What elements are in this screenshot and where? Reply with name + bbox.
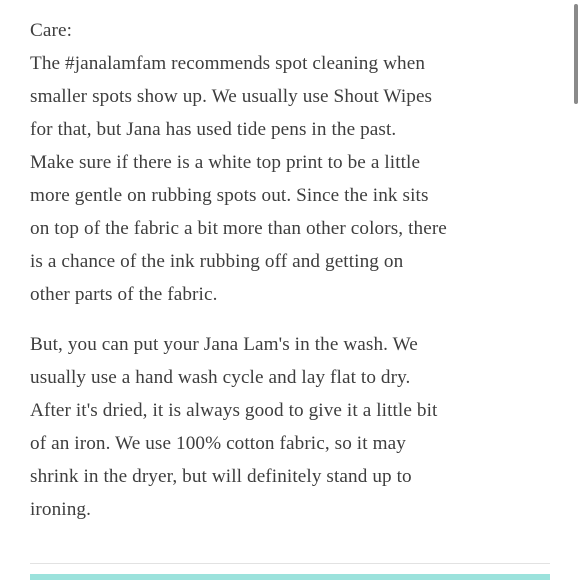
- section-divider: [30, 563, 550, 564]
- text-line: other parts of the fabric.: [30, 284, 218, 305]
- text-line: Make sure if there is a white top print to be a little: [30, 152, 421, 173]
- text-line: on top of the fabric a bit more than other colors, there: [30, 218, 447, 239]
- text-line: more gentle on rubbing spots out. Since the ink sits: [30, 185, 429, 206]
- care-heading: Care:: [30, 20, 73, 41]
- care-paragraph-2: [30, 328, 550, 526]
- text-line: shrink in the dryer, but will definitely stand up to: [30, 466, 412, 487]
- text-line: usually use a hand wash cycle and lay flat to dry.: [30, 367, 411, 388]
- text-line: of an iron. We use 100% cotton fabric, so it may: [30, 433, 406, 454]
- text-line: is a chance of the ink rubbing off and getting on: [30, 251, 404, 272]
- text-line: smaller spots show up. We usually use Shout Wipes: [30, 86, 433, 107]
- care-section: [30, 14, 550, 526]
- scrollbar-thumb[interactable]: [574, 4, 578, 104]
- text-line: After it's dried, it is always good to give it a little bit: [30, 400, 438, 421]
- text-line: for that, but Jana has used tide pens in the past.: [30, 119, 397, 140]
- text-line: But, you can put your Jana Lam's in the wash. We: [30, 334, 418, 355]
- care-paragraph-1: [30, 47, 550, 311]
- accent-bar: [30, 574, 550, 580]
- scrollbar[interactable]: [572, 0, 580, 580]
- paragraph-gap: [30, 311, 550, 328]
- text-line: ironing.: [30, 499, 92, 520]
- text-line: The #janalamfam recommends spot cleaning when: [30, 53, 426, 74]
